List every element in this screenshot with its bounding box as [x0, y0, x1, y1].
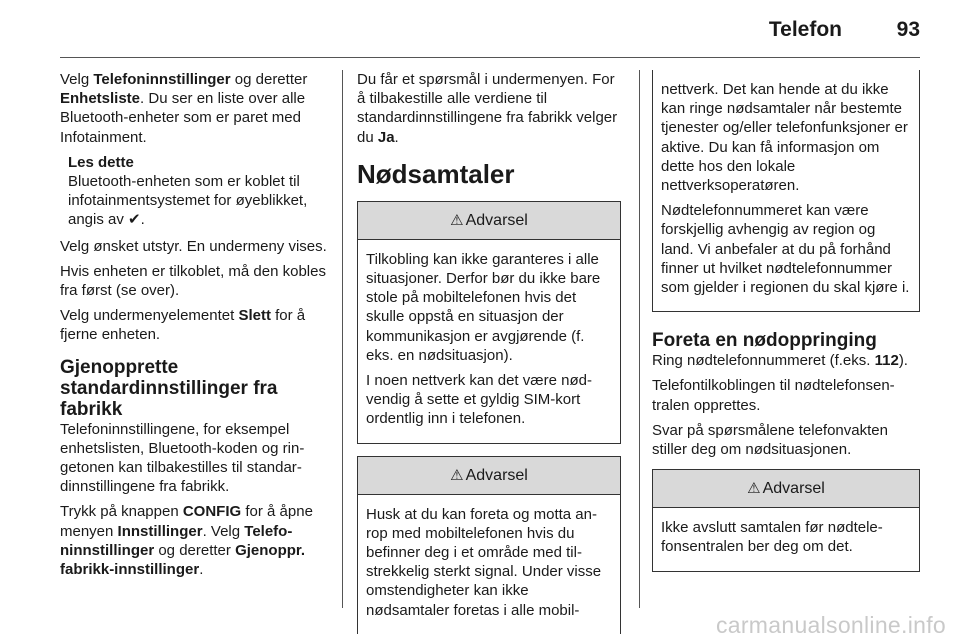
column-divider — [639, 70, 640, 608]
warning-icon: ⚠ — [747, 480, 761, 498]
paragraph: nettverk. Det kan hende at du ikke kan ringe nødsamtaler når bestemte tjenester og/eller telefonfunksjoner er aktive. Du kan få informasjon om dette hos den lokale nettverksoperatøren. — [661, 81, 908, 195]
paragraph: Velg ønsket utstyr. En undermeny vises. — [60, 237, 327, 255]
warning-title: Advarsel — [762, 480, 825, 498]
note-text: Bluetooth-enheten som er koblet til infotainmentsystemet for øyeblikket, angis av ✔. — [68, 173, 308, 229]
column-1 — [60, 70, 330, 585]
paragraph: Telefontilkoblingen til nødtelefonsentralen opprettes. — [652, 377, 895, 414]
warning-header — [358, 457, 620, 495]
paragraph: Du får et spørsmål i undermenyen. For å tilbakestille alle verdiene til standardinnstillingene fra fabrikk velger du Ja. — [357, 71, 618, 146]
page-number: 93 — [896, 18, 920, 41]
header-rule — [60, 57, 920, 58]
section-heading: Nødsamtaler — [357, 158, 515, 189]
section-heading: Foreta en nødoppringing — [652, 330, 877, 352]
paragraph: I noen nettverk kan det være nødvendig å sette et gyldig SIM-kort ordentlig inn i telefonen. — [366, 372, 592, 428]
paragraph: Ikke avslutt samtalen før nødtelefonsentralen ber deg om det. — [661, 519, 883, 556]
paragraph: Svar på spørsmålene telefonvakten stiller deg om nødsituasjonen. — [652, 421, 888, 459]
warning-box — [357, 456, 621, 634]
check-icon: ✔ — [128, 211, 141, 229]
warning-title: Advarsel — [465, 211, 528, 229]
paragraph: Trykk på knappen CONFIG for å åpne menyen Innstillinger. Velg Telefoninnstillinger og deretter Gjenoppr. fabrikk-innstillinger. — [60, 503, 313, 579]
column-3 — [652, 70, 920, 584]
warning-header — [653, 470, 919, 508]
warning-icon: ⚠ — [450, 211, 464, 229]
note-title: Les dette — [68, 153, 134, 171]
paragraph: Velg undermenyelementet Slett for å fjerne enheten. — [60, 307, 306, 344]
warning-box — [357, 201, 621, 444]
warning-body — [653, 508, 919, 570]
warning-title: Advarsel — [465, 466, 528, 484]
paragraph: Velg Telefoninnstillinger og deretter Enhetsliste. Du ser en liste over alle Bluetooth-enheter som er paret med Infotainment. — [60, 71, 308, 146]
page-header — [60, 0, 920, 58]
watermark: carmanualsonline.info — [715, 612, 946, 638]
warning-body — [358, 240, 620, 443]
paragraph: Hvis enheten er tilkoblet, må den kobles fra først (se over). — [60, 262, 326, 300]
column-divider — [342, 70, 343, 608]
note-box — [60, 153, 330, 230]
paragraph: Telefoninnstillingene, for eksempel enhetslisten, Bluetooth-koden og ringetonen kan tilbakestilles til standardinnstillingene fra fabrikk. — [60, 420, 305, 496]
warning-box-continued — [652, 70, 920, 312]
page-title: Telefon — [768, 18, 842, 41]
paragraph: Tilkobling kan ikke garanteres i alle situasjoner. Derfor bør du ikke bare stole på mobiltelefonen hvis det skulle oppstå en situasjon der kommunikasjon er avgjørende (f. eks. en nødsituasjon). — [366, 250, 601, 364]
paragraph: Husk at du kan foreta og motta anrop med mobiltelefonen hvis du befinner deg i et område med tilstrekkelig sterkt signal. Under visse omstendigheter kan ikke nødsamtaler foretas i alle mobil- — [366, 505, 602, 619]
warning-icon: ⚠ — [450, 466, 464, 484]
warning-body — [358, 495, 620, 634]
section-heading: Gjenopprette standardinnstillinger fra fabrikk — [60, 356, 278, 420]
column-2 — [357, 70, 621, 642]
paragraph: Nødtelefonnummeret kan være forskjellig avhengig av region og land. Vi anbefaler at du på forhånd finner ut hvilket nødtelefonnummer som gjelder i regionen du skal kjøre i. — [661, 202, 910, 297]
paragraph: Ring nødtelefonnummeret (f.eks. 112). — [652, 352, 908, 370]
warning-box — [652, 469, 920, 571]
warning-header — [358, 202, 620, 240]
warning-body — [653, 70, 919, 311]
